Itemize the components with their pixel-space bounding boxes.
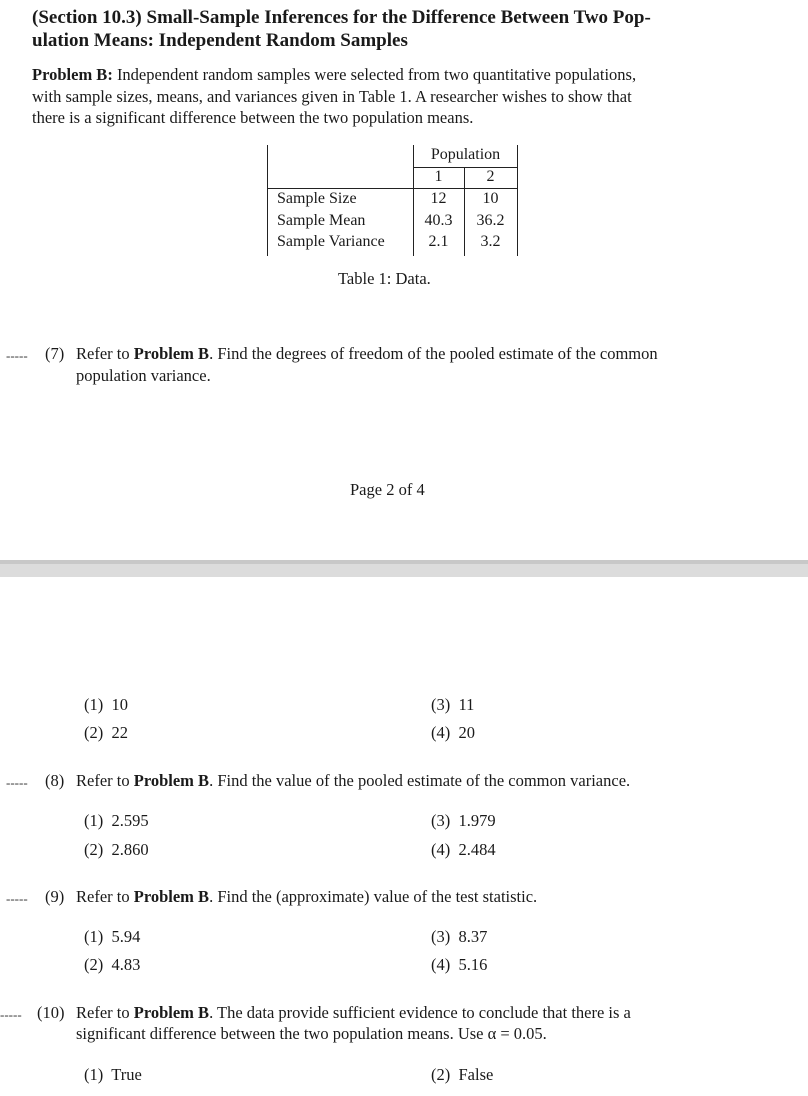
table-cell: 12 <box>430 190 447 207</box>
option-q10-2: (2) False <box>431 1065 494 1084</box>
question-number: (8) <box>45 771 65 790</box>
table-cell: 3.2 <box>480 233 501 250</box>
page-divider <box>0 560 808 577</box>
problem-reference: Problem B <box>133 1003 210 1022</box>
table-row-label: Sample Size <box>277 190 357 207</box>
option-q8-2: (2) 2.860 <box>84 840 149 859</box>
option-q9-3: (3) 8.37 <box>431 927 488 946</box>
section-heading-line-2: ulation Means: Independent Random Samples <box>32 30 408 51</box>
answer-blank: ----- <box>0 1007 22 1022</box>
option-q7-1: (1) 10 <box>84 695 128 714</box>
table-caption: Table 1: Data. <box>338 269 431 288</box>
problem-line-1: Independent random samples were selected from two quantitative populations, <box>116 65 637 84</box>
answer-blank: ----- <box>6 775 28 790</box>
option-q8-4: (4) 2.484 <box>431 840 496 859</box>
option-q8-3: (3) 1.979 <box>431 811 496 830</box>
problem-reference: Problem B <box>133 344 210 363</box>
page-number: Page 2 of 4 <box>350 480 425 499</box>
table-cell: 2.1 <box>428 233 449 250</box>
question-8-text <box>76 770 630 792</box>
option-q9-2: (2) 4.83 <box>84 955 141 974</box>
answer-blank: ----- <box>6 348 28 363</box>
option-q7-4: (4) 20 <box>431 723 475 742</box>
problem-reference: Problem B <box>133 887 210 906</box>
option-q7-2: (2) 22 <box>84 723 128 742</box>
section-heading-line-1: (Section 10.3) Small-Sample Inferences for the Difference Between Two Pop- <box>32 7 651 28</box>
problem-line-3: there is a significant difference between the two population means. <box>32 108 474 127</box>
table-col-header-2: 2 <box>486 168 495 185</box>
problem-label: Problem B: <box>32 65 113 84</box>
option-q8-1: (1) 2.595 <box>84 811 149 830</box>
option-q10-1: (1) True <box>84 1065 142 1084</box>
option-q7-3: (3) 11 <box>431 695 475 714</box>
problem-statement <box>32 64 754 129</box>
table-row-label: Sample Variance <box>277 233 385 250</box>
option-q9-4: (4) 5.16 <box>431 955 488 974</box>
question-line-1: . The data provide sufficient evidence to conclude that there is a <box>209 1003 631 1022</box>
question-prefix: Refer to <box>76 1003 130 1022</box>
question-prefix: Refer to <box>76 771 130 790</box>
question-prefix: Refer to <box>76 344 130 363</box>
question-number: (9) <box>45 887 65 906</box>
question-number: (10) <box>37 1003 65 1022</box>
question-prefix: Refer to <box>76 887 130 906</box>
problem-line-2: with sample sizes, means, and variances given in Table 1. A researcher wishes to show that <box>32 86 632 106</box>
table-row-label: Sample Mean <box>277 212 366 229</box>
question-7-text <box>76 343 658 365</box>
table-cell: 40.3 <box>424 212 453 229</box>
table-col-header-1: 1 <box>434 168 443 185</box>
question-number: (7) <box>45 344 65 363</box>
answer-blank: ----- <box>6 891 28 906</box>
option-q9-1: (1) 5.94 <box>84 927 141 946</box>
question-line-1: . Find the degrees of freedom of the pooled estimate of the common <box>209 344 658 363</box>
table-cell: 10 <box>482 190 499 207</box>
section-heading <box>32 6 772 52</box>
question-line-1: . Find the (approximate) value of the test statistic. <box>209 887 538 906</box>
problem-reference: Problem B <box>133 771 210 790</box>
question-10-text <box>76 1002 631 1024</box>
table-cell: 36.2 <box>476 212 505 229</box>
question-line-2: population variance. <box>76 366 211 385</box>
question-9-text <box>76 886 537 908</box>
question-line-2: significant difference between the two population means. Use α = 0.05. <box>76 1024 547 1043</box>
table-group-header: Population <box>430 146 501 163</box>
question-line-1: . Find the value of the pooled estimate of the common variance. <box>209 771 631 790</box>
data-table <box>267 145 518 256</box>
